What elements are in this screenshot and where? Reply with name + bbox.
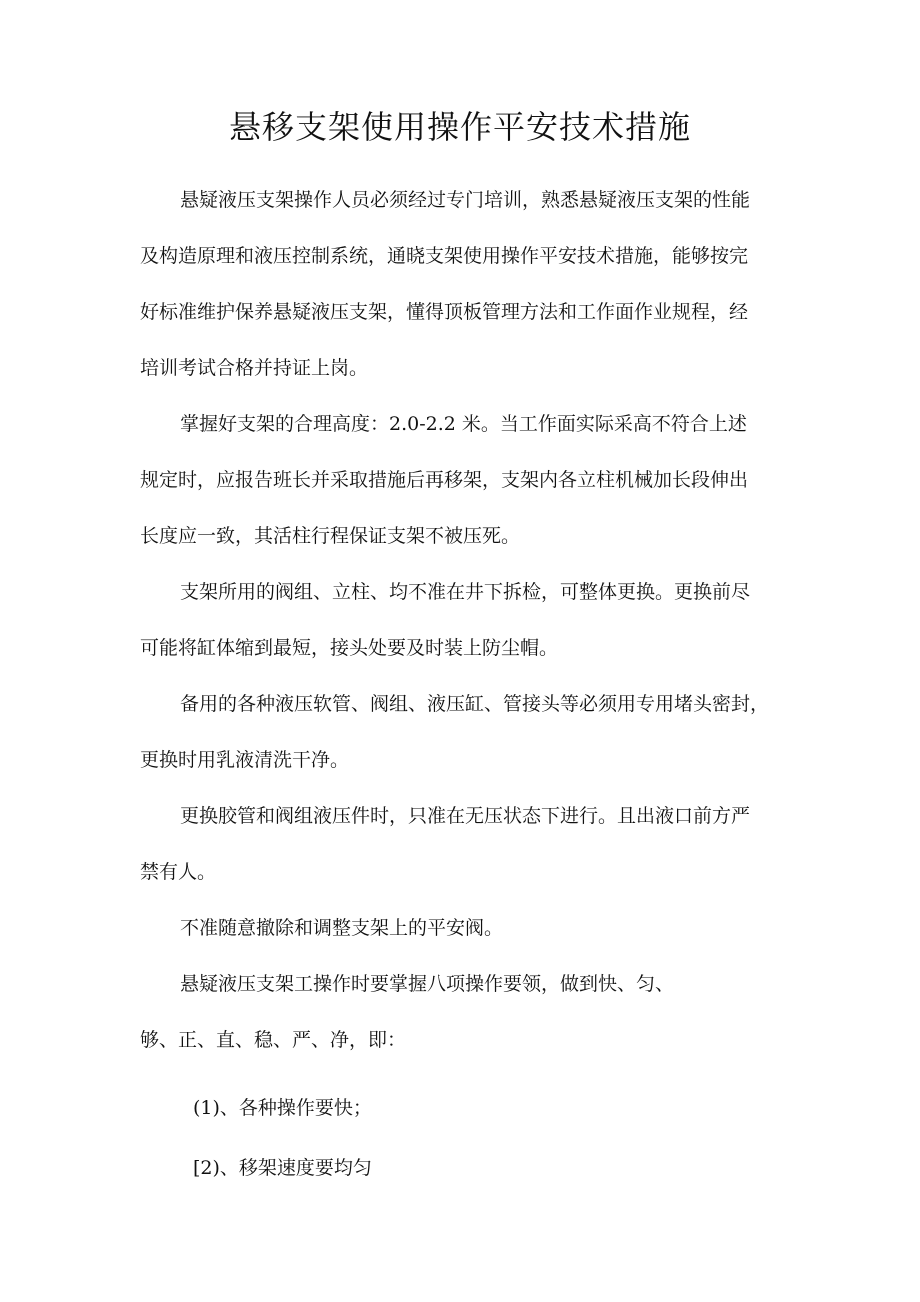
- paragraph-line: 长度应一致，其活柱行程保证支架不被压死。: [140, 525, 521, 547]
- paragraph-line: 悬疑液压支架操作人员必须经过专门培训，熟悉悬疑液压支架的性能: [180, 189, 751, 211]
- paragraph-line: 悬疑液压支架工操作时要掌握八项操作要领，做到快、匀、: [180, 973, 675, 995]
- paragraph-2: [140, 396, 780, 564]
- page-title: 悬移支架使用操作平安技术措施: [228, 108, 691, 146]
- paragraph-line: 掌握好支架的合理高度：2.0-2.2 米。当工作面实际采高不符合上述: [180, 413, 747, 435]
- paragraph-line: 备用的各种液压软管、阀组、液压缸、管接头等必须用专用堵头密封，: [180, 693, 770, 715]
- paragraph-1: [140, 172, 780, 396]
- paragraph-line: 更换胶管和阀组液压件时，只准在无压状态下进行。且出液口前方严: [180, 805, 751, 827]
- paragraph-line: 可能将缸体缩到最短，接头处要及时装上防尘帽。: [140, 637, 559, 659]
- paragraph-6: [140, 900, 780, 956]
- paragraph-7: [140, 956, 780, 1068]
- paragraph-line: 及构造原理和液压控制系统，通晓支架使用操作平安技术措施，能够按完: [140, 245, 749, 267]
- paragraph-5: [140, 788, 780, 900]
- paragraph-line: 规定时，应报告班长并采取措施后再移架，支架内各立柱机械加长段伸出: [140, 469, 749, 491]
- paragraph-line: 够、正、直、稳、严、净，即：: [140, 1029, 407, 1051]
- paragraph-line: 支架所用的阀组、立柱、均不准在井下拆检，可整体更换。更换前尽: [180, 581, 751, 603]
- paragraph-line: 更换时用乳液清洗干净。: [140, 749, 350, 771]
- paragraph-line: 培训考试合格并持证上岗。: [140, 357, 369, 379]
- list-item: [2)、移架速度要均匀: [193, 1157, 372, 1179]
- paragraph-line: 不准随意撤除和调整支架上的平安阀。: [180, 917, 504, 939]
- paragraph-4: [140, 676, 780, 788]
- paragraph-3: [140, 564, 780, 676]
- paragraph-line: 禁有人。: [140, 861, 217, 883]
- list-item: (1)、各种操作要快；: [193, 1097, 372, 1119]
- paragraph-line: 好标准维护保养悬疑液压支架，懂得顶板管理方法和工作面作业规程，经: [140, 301, 749, 323]
